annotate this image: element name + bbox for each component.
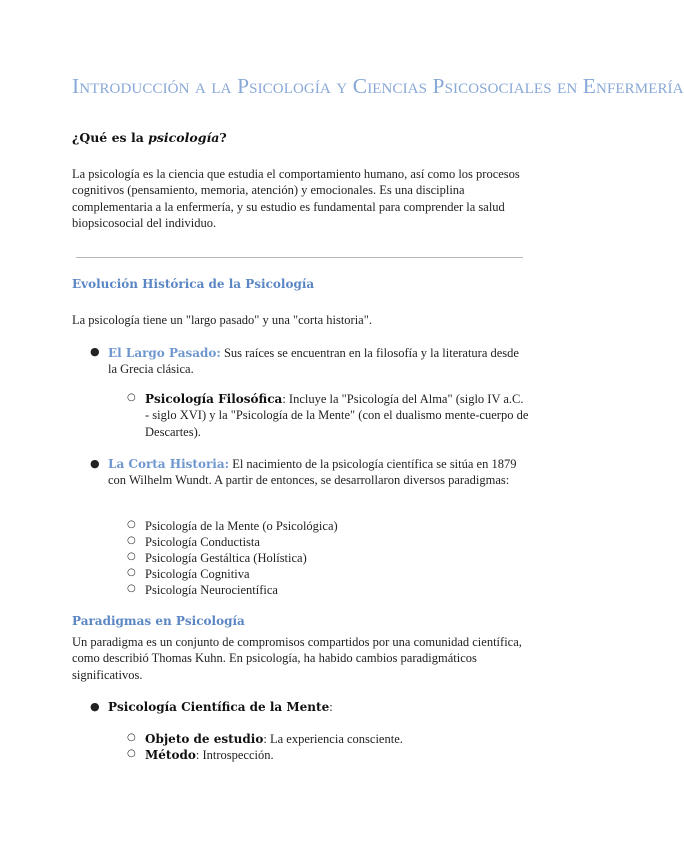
paradigmas-paragraph: Un paradigma es un conjunto de compromisos compartidos por una comunidad científica, como describió Thomas Kuhn. En psicología, ha habido cambios paradigmáticos significativos.: [72, 635, 522, 682]
page-title: Introducción a la Psicología y Ciencias Psicosociales en Enfermería: [72, 74, 684, 98]
horizontal-divider: [76, 257, 523, 258]
list-item-corta-historia: [108, 456, 528, 489]
bullet-circle-icon: ○: [127, 519, 136, 530]
bullet-disc-icon: ●: [90, 700, 100, 713]
list-item-psicologia-mente: [108, 699, 528, 715]
list-item-psicologia-filosofica: [145, 391, 530, 440]
question-heading: [72, 130, 227, 145]
bullet-circle-icon: ○: [127, 535, 136, 546]
section-heading-paradigmas: Paradigmas en Psicología: [72, 614, 245, 628]
bullet-disc-icon: ●: [90, 345, 100, 358]
list-item-largo-pasado: [108, 345, 528, 378]
metodo-label: Método: [145, 748, 196, 762]
question-prefix: ¿Qué es la: [72, 130, 149, 145]
mente-label: Psicología Científica de la Mente: [108, 700, 330, 714]
bullet-disc-icon: ●: [90, 457, 100, 470]
question-suffix: ?: [219, 130, 227, 145]
paradigm-list-item: Psicología Conductista: [145, 535, 260, 549]
list-item-objeto-estudio: [145, 731, 565, 747]
bullet-circle-icon: ○: [127, 392, 136, 403]
evolucion-lead: La psicología tiene un "largo pasado" y una "corta historia".: [72, 313, 372, 327]
paradigm-list-item: Psicología de la Mente (o Psicológica): [145, 519, 338, 533]
bullet-circle-icon: ○: [127, 567, 136, 578]
objeto-label: Objeto de estudio: [145, 732, 264, 746]
paradigm-list-item: Psicología Neurocientífica: [145, 583, 278, 597]
question-emphasis: psicología: [148, 130, 220, 145]
intro-paragraph: La psicología es la ciencia que estudia el comportamiento humano, así como los procesos cognitivos (pensamiento, memoria, atención) y emocionales. Es una disciplina complementaria a la enfermería, y su estudio es fundamental para comprender la salud biopsicosocial del individuo.: [72, 167, 520, 230]
corta-label: La Corta Historia:: [108, 457, 230, 471]
bullet-circle-icon: ○: [127, 748, 136, 759]
largo-text: Sus raíces se encuentran en la filosofía y la literatura desde la Grecia clásica.: [108, 346, 519, 377]
bullet-circle-icon: ○: [127, 551, 136, 562]
bullet-circle-icon: ○: [127, 583, 136, 594]
mente-colon: :: [329, 700, 333, 714]
filosofica-label: Psicología Filosófica: [145, 392, 283, 406]
largo-label: El Largo Pasado:: [108, 346, 221, 360]
list-item-metodo: [145, 747, 565, 763]
paradigm-list-item: Psicología Gestáltica (Holística): [145, 551, 307, 565]
filosofica-text: : Incluye la "Psicología del Alma" (siglo IV a.C. - siglo XVI) y la "Psicología de la Mente" (con el dualismo mente-cuerpo de Descartes).: [145, 392, 529, 439]
objeto-text: : La experiencia consciente.: [263, 732, 403, 746]
section-heading-evolucion: Evolución Histórica de la Psicología: [72, 277, 315, 291]
metodo-text: : Introspección.: [195, 748, 274, 762]
paradigm-list-item: Psicología Cognitiva: [145, 567, 250, 581]
bullet-circle-icon: ○: [127, 732, 136, 743]
corta-text: El nacimiento de la psicología científica se sitúa en 1879 con Wilhelm Wundt. A partir de entonces, se desarrollaron diversos paradigmas:: [108, 457, 517, 488]
